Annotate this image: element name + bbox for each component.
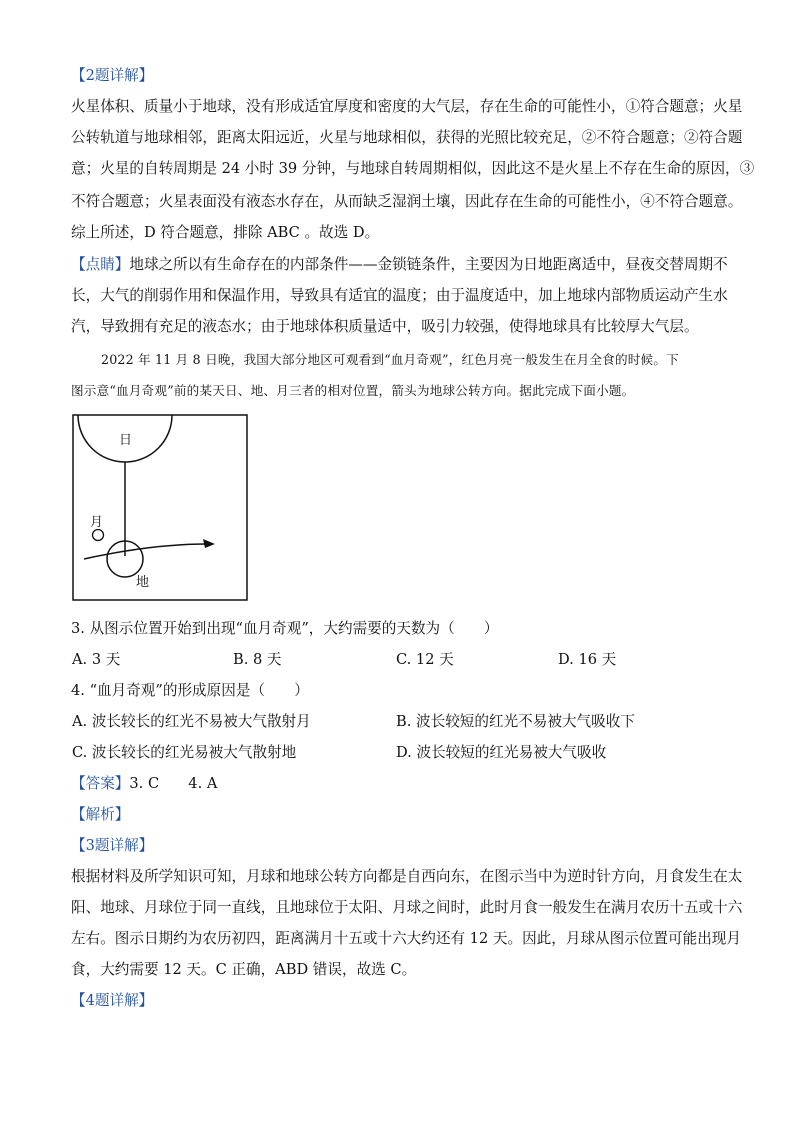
earth-label: 地 <box>136 575 150 590</box>
moon-shape <box>93 530 104 541</box>
q3-detail-header: 【3题详解】 <box>71 837 154 854</box>
q3-detail-line-2: 阳、地球、月球位于同一直线，且地球位于太阳、月球之间时，此时月食一般发生在满月农历十五或十六 <box>71 899 743 916</box>
q2-detail-header: 【2题详解】 <box>71 67 154 84</box>
q3-detail-line-1: 根据材料及所学知识可知，月球和地球公转方向都是自西向东，在图示当中为逆时针方向，月食发生在太 <box>71 868 743 885</box>
q3-stem: 3. 从图示位置开始到出现“血月奇观”，大约需要的天数为（ ） <box>71 620 499 637</box>
diagram-frame <box>73 415 247 600</box>
orbit-arrowhead <box>203 539 215 548</box>
sun-label: 日 <box>119 433 133 448</box>
material-line-1: 2022 年 11 月 8 日晚，我国大部分地区可观看到“血月奇观”，红色月亮一般发生在月全食的时候。下 <box>101 352 679 367</box>
q3-option-c[interactable]: C. 12 天 <box>396 651 454 668</box>
q4-option-a[interactable]: A. 波长较长的红光不易被大气散射月 <box>72 713 311 730</box>
q4-option-c[interactable]: C. 波长较长的红光易被大气散射地 <box>72 744 297 761</box>
q2-line-1: 火星体积、质量小于地球，没有形成适宜厚度和密度的大气层，存在生命的可能性小，①符合题意；火星 <box>71 98 743 115</box>
q4-option-b[interactable]: B. 波长较短的红光不易被大气吸收下 <box>396 713 635 730</box>
tip-text-1: 地球之所以有生命存在的内部条件——金锁链条件，主要因为日地距离适中，昼夜交替周期不 <box>129 256 728 273</box>
tip-label: 【点睛】 <box>71 256 130 273</box>
tip-line-3: 汽，导致拥有充足的液态水；由于地球体积质量适中，吸引力较强，使得地球具有比较厚大气层。 <box>71 318 699 335</box>
q2-line-4: 不符合题意；火星表面没有液态水存在，从而缺乏湿润土壤，因此存在生命的可能性小，④不符合题意。 <box>71 193 743 210</box>
q2-line-3: 意；火星的自转周期是 24 小时 39 分钟，与地球自转周期相似，因此这不是火星上不存在生命的原因，③ <box>71 160 755 177</box>
q2-line-2: 公转轨道与地球相邻，距离太阳远近，火星与地球相似，获得的光照比较充足，②不符合题意；②符合题 <box>71 129 743 146</box>
q3-detail-line-4: 食，大约需要 12 天。C 正确，ABD 错误，故选 C。 <box>71 961 417 978</box>
q3-detail-line-3: 左右。图示日期约为农历初四，距离满月十五或十六大约还有 12 天。因此，月球从图示位置可能出现月 <box>71 930 741 947</box>
earth-orbit-arrow <box>84 544 207 559</box>
material-line-2: 图示意“血月奇观”前的某天日、地、月三者的相对位置，箭头为地球公转方向。据此完成下面小题。 <box>71 383 635 398</box>
tip-line-1 <box>71 255 728 275</box>
q2-line-5: 综上所述，D 符合题意，排除 ABC 。故选 D。 <box>71 224 380 241</box>
answer-label: 【答案】 <box>71 775 130 792</box>
sun-earth-moon-diagram <box>72 414 248 601</box>
answer-line <box>71 774 217 794</box>
q4-option-d[interactable]: D. 波长较短的红光易被大气吸收 <box>396 744 607 761</box>
tip-line-2: 长，大气的削弱作用和保温作用，导致具有适宜的温度；由于温度适中，加上地球内部物质运动产生水 <box>71 287 728 304</box>
q3-option-a[interactable]: A. 3 天 <box>72 651 121 668</box>
analysis-label: 【解析】 <box>71 806 130 823</box>
q3-option-d[interactable]: D. 16 天 <box>558 651 617 668</box>
q4-stem: 4. “血月奇观”的形成原因是（ ） <box>71 682 309 699</box>
moon-label: 月 <box>90 515 104 530</box>
q3-option-b[interactable]: B. 8 天 <box>233 651 282 668</box>
q4-detail-header: 【4题详解】 <box>71 992 154 1009</box>
answer-text: 3. C 4. A <box>129 775 218 792</box>
